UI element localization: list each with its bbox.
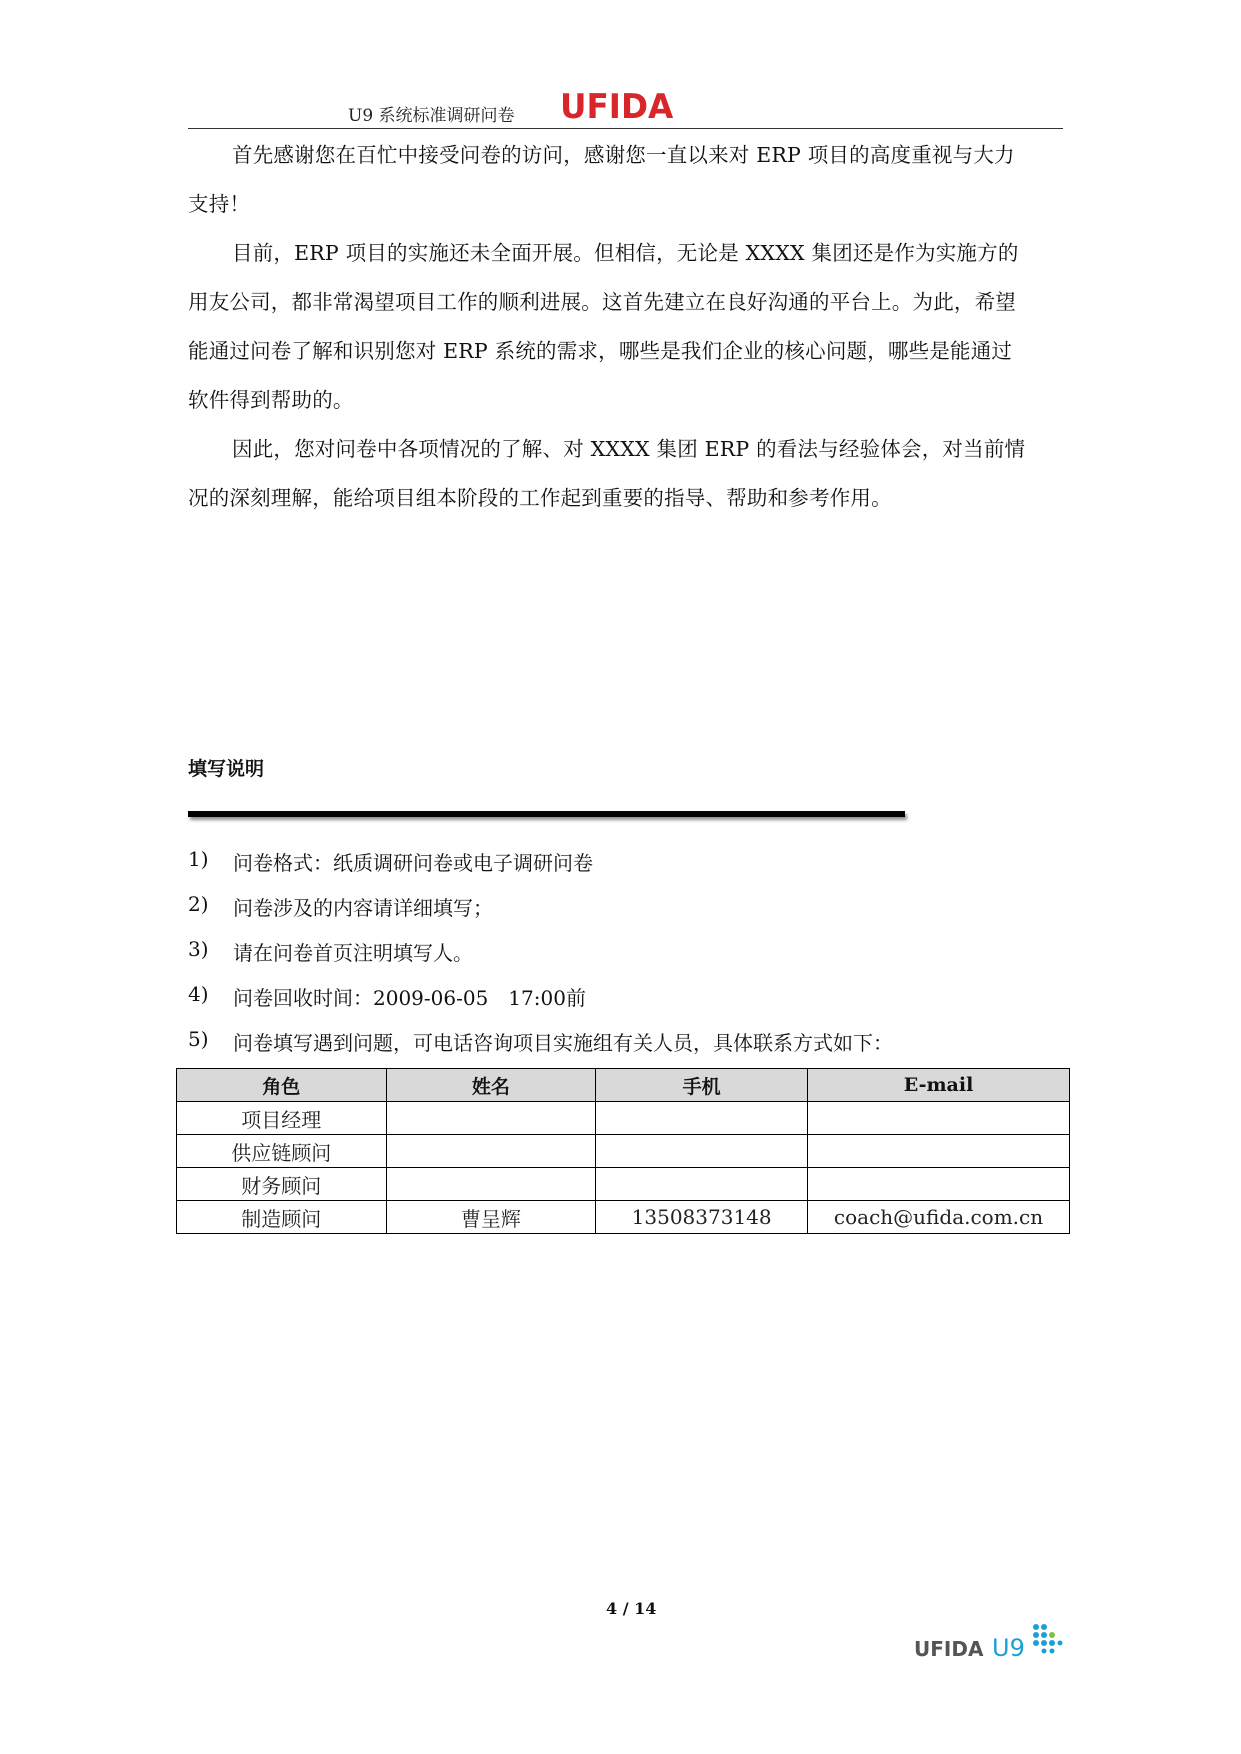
intro-paragraph-1-line-1: 首先感谢您在百忙中接受问卷的访问，感谢您一直以来对 ERP 项目的高度重视与大力 (232, 143, 1015, 167)
instruction-text: 问卷填写遇到问题，可电话咨询项目实施组有关人员，具体联系方式如下： (233, 1031, 893, 1055)
intro-paragraph-2-line-2: 用友公司，都非常渴望项目工作的顺利进展。这首先建立在良好沟通的平台上。为此，希望 (188, 290, 1016, 314)
cell-email (808, 1168, 1070, 1201)
table-row (177, 1168, 1070, 1201)
cell-phone (596, 1168, 808, 1201)
column-header-role: 角色 (177, 1069, 387, 1102)
cell-phone (596, 1102, 808, 1135)
cell-email (808, 1102, 1070, 1135)
instruction-text: 请在问卷首页注明填写人。 (233, 941, 473, 965)
instruction-number: 5) (188, 1027, 209, 1051)
intro-paragraph-1-line-2: 支持！ (188, 192, 251, 216)
column-header-email: E-mail (808, 1069, 1070, 1102)
cell-role: 财务顾问 (177, 1168, 387, 1201)
instruction-text: 问卷涉及的内容请详细填写； (233, 896, 493, 920)
cell-name (386, 1168, 596, 1201)
instruction-text: 问卷格式：纸质调研问卷或电子调研问卷 (233, 851, 593, 875)
intro-paragraph-2-line-4: 软件得到帮助的。 (188, 388, 354, 412)
cell-name: 曹呈辉 (386, 1201, 596, 1234)
instruction-number: 1) (188, 847, 209, 871)
instruction-number: 4) (188, 982, 209, 1006)
footer-logo-ufida: UFIDA (914, 1637, 984, 1661)
table-row (177, 1102, 1070, 1135)
cell-phone: 13508373148 (596, 1201, 808, 1234)
cell-role: 项目经理 (177, 1102, 387, 1135)
intro-paragraph-3-line-1: 因此，您对问卷中各项情况的了解、对 XXXX 集团 ERP 的看法与经验体会，对当前情 (232, 437, 1026, 461)
column-header-name: 姓名 (386, 1069, 596, 1102)
section-divider (188, 811, 905, 817)
intro-paragraph-2-line-3: 能通过问卷了解和识别您对 ERP 系统的需求，哪些是我们企业的核心问题，哪些是能通过 (188, 339, 1013, 363)
cell-phone (596, 1135, 808, 1168)
cell-email (808, 1135, 1070, 1168)
footer-logo-u9: U9 (992, 1634, 1025, 1662)
page-number: 4 / 14 (606, 1599, 657, 1618)
table-row (177, 1201, 1070, 1234)
table-row (177, 1135, 1070, 1168)
instructions-title: 填写说明 (188, 758, 265, 780)
cell-role: 供应链顾问 (177, 1135, 387, 1168)
column-header-phone: 手机 (596, 1069, 808, 1102)
instruction-number: 2) (188, 892, 209, 916)
dots-icon (1030, 1622, 1064, 1658)
intro-paragraph-2-line-1: 目前，ERP 项目的实施还未全面开展。但相信，无论是 XXXX 集团还是作为实施方的 (232, 241, 1019, 265)
ufida-u9-logo (914, 1622, 1064, 1666)
page-header (188, 84, 1063, 129)
cell-name (386, 1102, 596, 1135)
ufida-logo: UFIDA (560, 87, 674, 127)
contacts-table (176, 1068, 1070, 1234)
cell-name (386, 1135, 596, 1168)
intro-paragraph-3-line-2: 况的深刻理解，能给项目组本阶段的工作起到重要的指导、帮助和参考作用。 (188, 486, 892, 510)
instruction-number: 3) (188, 937, 209, 961)
cell-role: 制造顾问 (177, 1201, 387, 1234)
cell-email: coach@ufida.com.cn (808, 1201, 1070, 1234)
header-title: U9 系统标准调研问卷 (348, 106, 515, 126)
table-header-row (177, 1069, 1070, 1102)
instruction-text: 问卷回收时间：2009-06-05 17:00前 (233, 986, 586, 1010)
